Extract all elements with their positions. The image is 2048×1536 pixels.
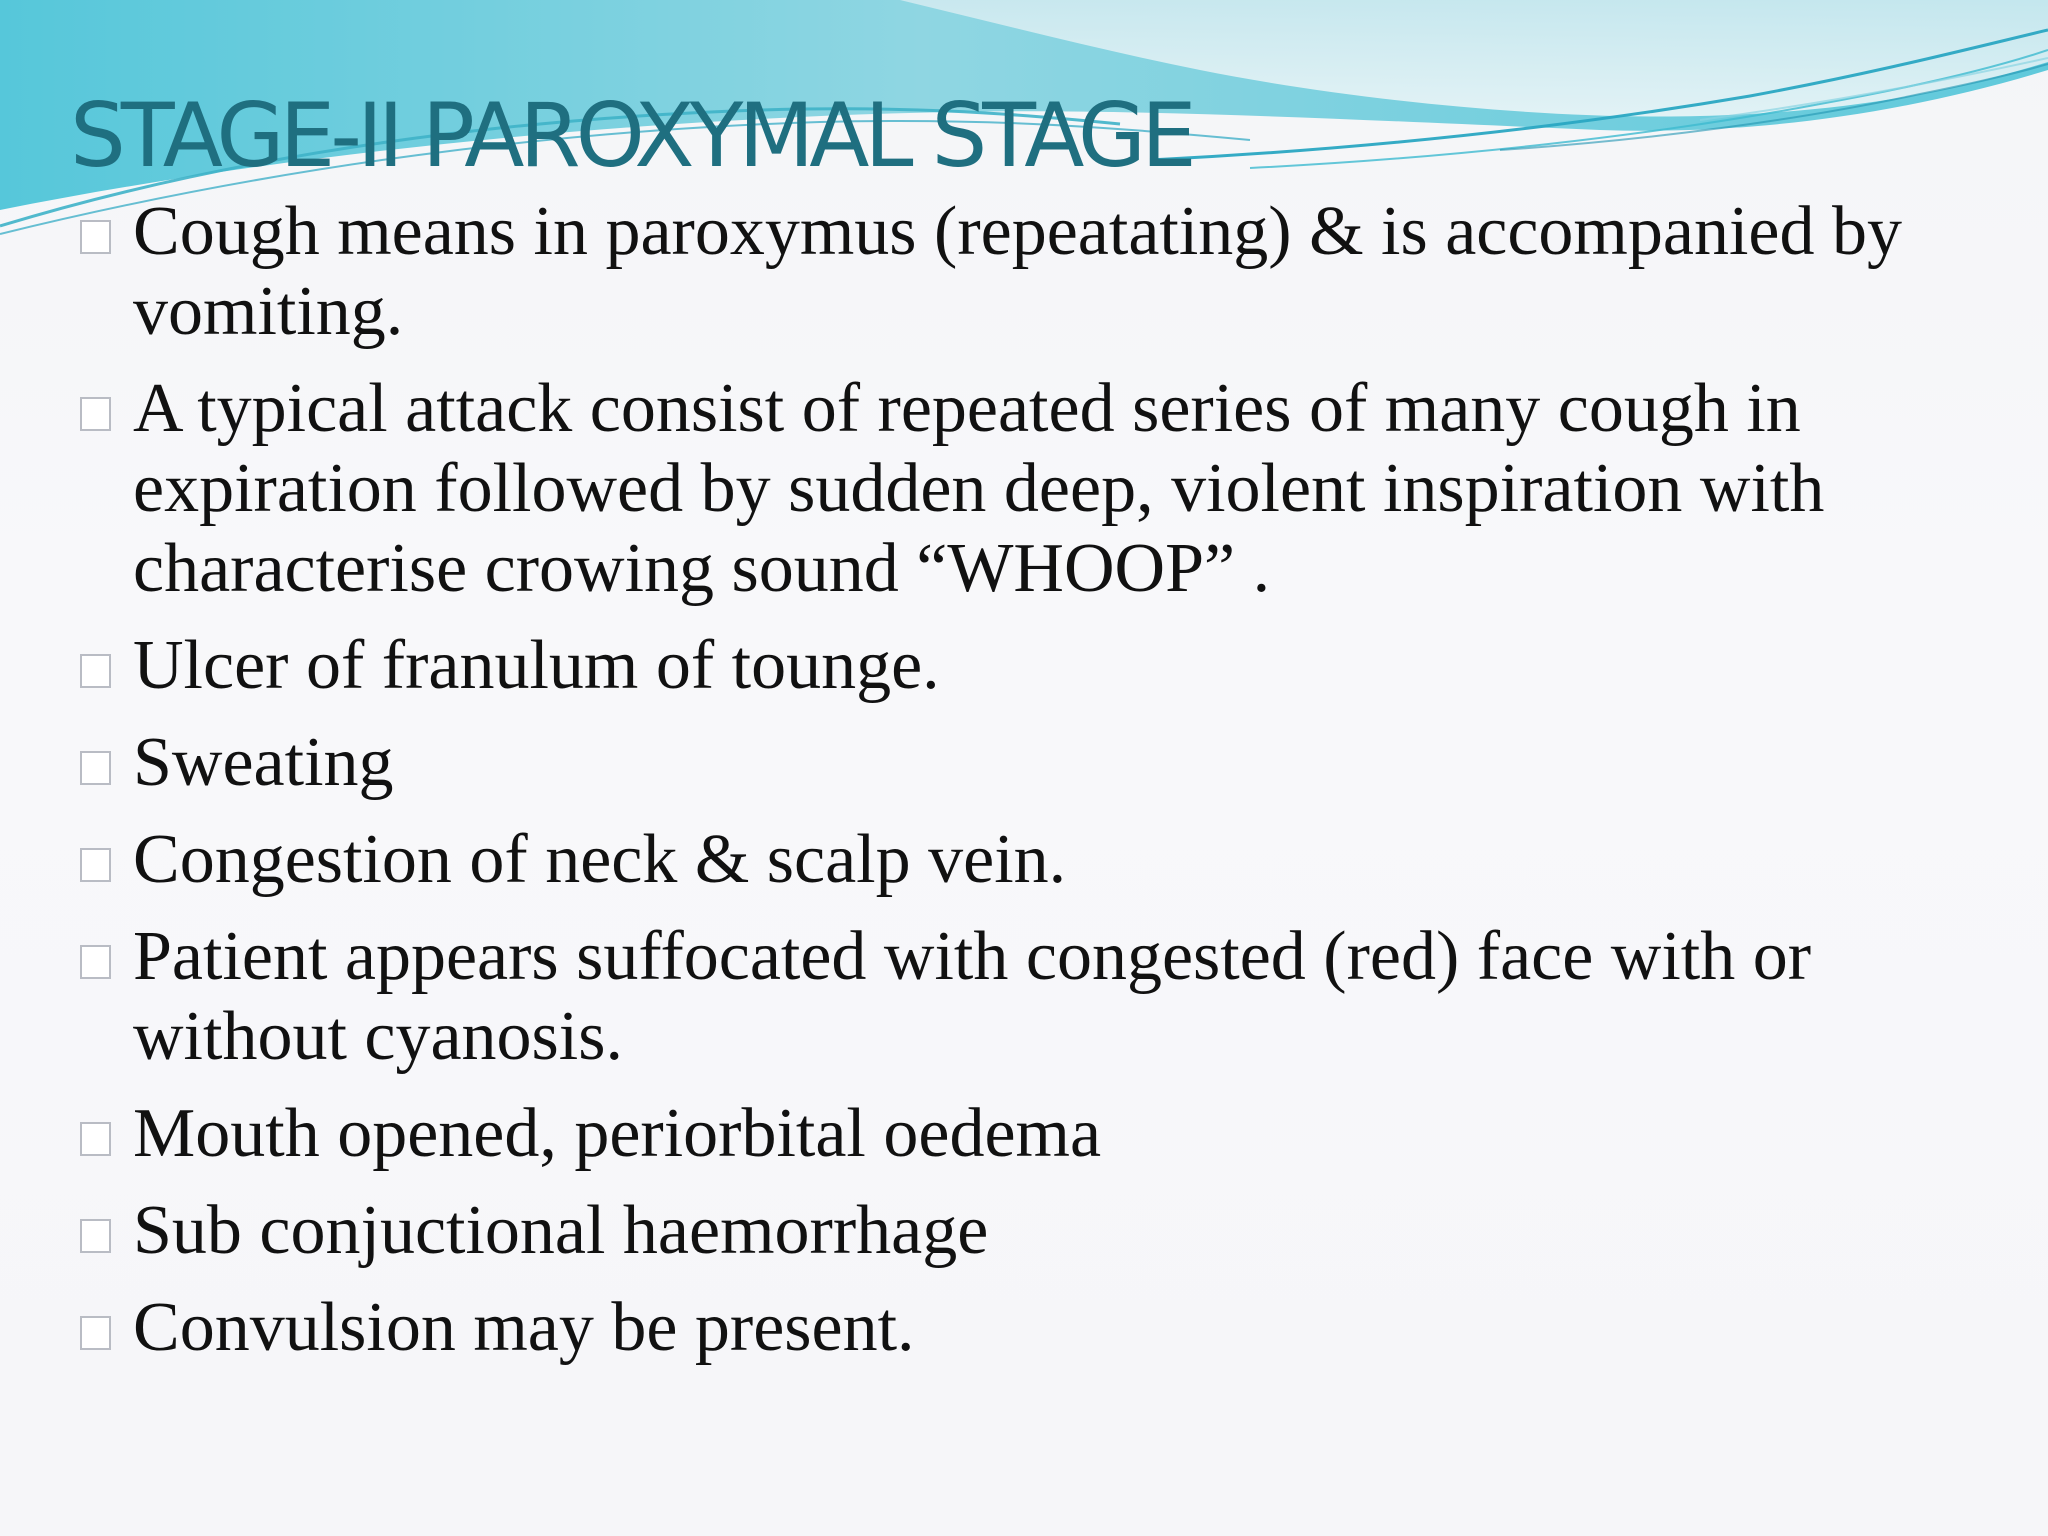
square-bullet-icon: [80, 848, 111, 882]
bullet-text: Ulcer of franulum of tounge.: [133, 627, 940, 704]
square-bullet-icon: [80, 220, 111, 254]
bullet-text: Congestion of neck & scalp vein.: [133, 821, 1067, 898]
list-item: [80, 192, 1980, 352]
list-item: [80, 1191, 1980, 1271]
bullet-text: A typical attack consist of repeated series of many cough in expiration followed by sudden deep, violent inspiration with characterise crowing sound “WHOOP” .: [133, 370, 1825, 607]
bullet-list: [80, 192, 1980, 1385]
list-item: [80, 626, 1980, 706]
list-item: [80, 369, 1980, 609]
bullet-text: Sub conjuctional haemorrhage: [133, 1192, 989, 1269]
list-item: [80, 820, 1980, 900]
bullet-text: Convulsion may be present.: [133, 1289, 915, 1366]
square-bullet-icon: [80, 1122, 111, 1156]
bullet-text: Mouth opened, periorbital oedema: [133, 1095, 1102, 1172]
square-bullet-icon: [80, 1316, 111, 1350]
square-bullet-icon: [80, 945, 111, 979]
square-bullet-icon: [80, 397, 111, 431]
list-item: [80, 1094, 1980, 1174]
bullet-text: Patient appears suffocated with congested (red) face with or without cyanosis.: [133, 918, 1812, 1075]
square-bullet-icon: [80, 751, 111, 785]
list-item: [80, 723, 1980, 803]
bullet-text: Cough means in paroxymus (repeatating) & is accompanied by vomiting.: [133, 193, 1902, 350]
bullet-text: Sweating: [133, 724, 394, 801]
square-bullet-icon: [80, 654, 111, 688]
page-title: STAGE-II PAROXYMAL STAGE: [70, 84, 1192, 187]
list-item: [80, 1288, 1980, 1368]
square-bullet-icon: [80, 1219, 111, 1253]
list-item: [80, 917, 1980, 1077]
